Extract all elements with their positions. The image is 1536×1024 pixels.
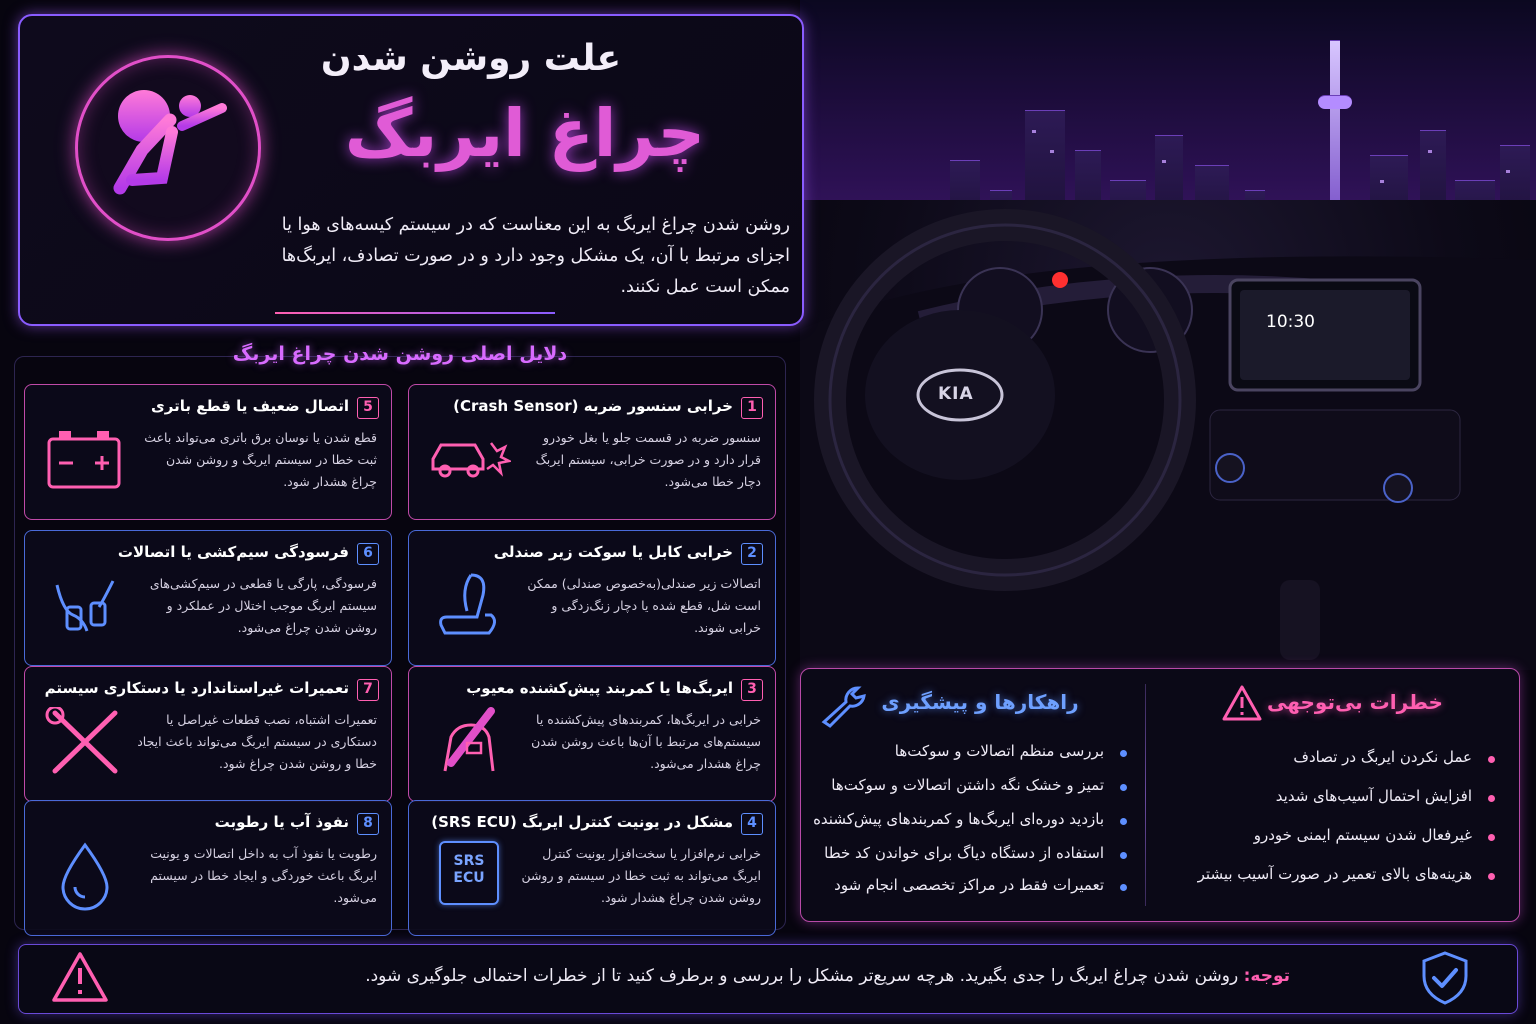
risk-item: هزینه‌های بالای تعمیر در صورت آسیب بیشتر	[1197, 865, 1472, 883]
reason-number: 8	[357, 813, 379, 835]
chip-label-ecu: ECU	[453, 870, 485, 886]
car-seat-icon	[427, 571, 511, 641]
bullet-dot	[1120, 818, 1127, 825]
airbag-warning-icon	[72, 58, 258, 244]
solution-item: استفاده از دستگاه دیاگ برای خواندن کد خطا	[824, 844, 1104, 862]
reason-body: رطوبت یا نفوذ آب به داخل اتصالات و یونیت ایربگ باعث خوردگی و ایجاد خطا در سیستم می‌شود.	[150, 846, 377, 905]
airbag-emblem	[75, 55, 261, 241]
dashboard	[800, 200, 1536, 670]
chip-icon	[427, 841, 511, 911]
reason-body: سنسور ضربه در قسمت جلو یا بغل خودرو قرار دارد و در صورت خرابی، سیستم ایربگ دچار خطا می‌شود.	[535, 430, 761, 489]
reason-body: خرابی در ایربگ‌ها، کمربندهای پیش‌کشنده یا سیستم‌های مرتبط با آن‌ها باعث روشن شدن چراغ هشدار می‌شود.	[531, 712, 761, 771]
chip-label	[439, 853, 499, 887]
reason-card-8	[24, 800, 392, 936]
bullet-dot	[1120, 750, 1127, 757]
connector-icon	[43, 571, 127, 641]
reason-title: ایربگ‌ها یا کمربند پیش‌کشنده معیوب	[466, 679, 733, 697]
shield-check-icon	[1420, 950, 1470, 1006]
reason-body: تعمیرات اشتباه، نصب قطعات غیراصل یا دستکاری در سیستم ایربگ می‌تواند باعث ایجاد خطا و روشن شدن چراغ شود.	[137, 712, 377, 771]
reason-number: 7	[357, 679, 379, 701]
tools-icon	[43, 707, 127, 777]
reason-number: 1	[741, 397, 763, 419]
water-drop-icon	[43, 841, 127, 911]
panel-divider	[1145, 684, 1146, 906]
reason-card-5	[24, 384, 392, 520]
reason-title: مشکل در یونیت کنترل ایربگ (SRS ECU)	[431, 813, 733, 831]
reasons-title: دلایل اصلی روشن شدن چراغ ایربگ	[232, 343, 568, 365]
reason-card-7	[24, 666, 392, 802]
reason-card-2	[408, 530, 776, 666]
reason-card-6	[24, 530, 392, 666]
reason-title: تعمیرات غیراستاندارد یا دستکاری سیستم	[44, 679, 349, 697]
bullet-dot	[1488, 795, 1495, 802]
reason-card-1	[408, 384, 776, 520]
reason-body: قطع شدن یا نوسان برق باتری می‌تواند باعث ثبت خطا در سیستم ایربگ و روشن شدن چراغ هشدار شود.	[144, 430, 377, 489]
reason-title: خرابی سنسور ضربه (Crash Sensor)	[453, 397, 733, 415]
title-line-2: چراغ ایربگ	[344, 95, 706, 172]
infotainment-clock: 10:30	[1266, 312, 1315, 332]
header-accent-line	[275, 312, 555, 314]
bullet-dot	[1120, 784, 1127, 791]
footer-label: توجه:	[1243, 966, 1290, 986]
warning-triangle-icon	[1222, 684, 1262, 722]
reason-number: 6	[357, 543, 379, 565]
car-crash-icon	[427, 425, 511, 495]
reason-number: 5	[357, 397, 379, 419]
bullet-dot	[1120, 852, 1127, 859]
solutions-title: راهکارها و پیشگیری	[881, 690, 1079, 714]
bullet-dot	[1488, 756, 1495, 763]
warning-triangle-icon	[50, 950, 110, 1004]
risk-item: افزایش احتمال آسیب‌های شدید	[1275, 787, 1472, 805]
solution-item: بررسی منظم اتصالات و سوکت‌ها	[894, 742, 1104, 760]
steering-logo: KIA	[938, 384, 974, 404]
intro-text: روشن شدن چراغ ایربگ به این معناست که در سیستم کیسه‌های هوا یا اجزای مرتبط با آن، یک مشکل وجود دارد و در صورت تصادف، ایربگ‌ها ممکن است عمل نکنند.	[281, 215, 790, 297]
bullet-dot	[1488, 873, 1495, 880]
footer-text: روشن شدن چراغ ایربگ را جدی بگیرید. هرچه سریع‌تر مشکل را بررسی و برطرف کنید تا از خطرات احتمالی جلوگیری شود.	[365, 966, 1239, 986]
risks-title: خطرات بی‌توجهی	[1267, 690, 1443, 714]
reason-card-3	[408, 666, 776, 802]
reason-body: فرسودگی، پارگی یا قطعی در سیم‌کشی‌های سیستم ایربگ موجب اختلال در عملکرد و روشن شدن چراغ می‌شود.	[149, 576, 377, 635]
reason-title: اتصال ضعیف یا قطع باتری	[151, 397, 349, 415]
footer-text-line	[150, 966, 1290, 986]
chip-label-srs: SRS	[453, 853, 485, 869]
seatbelt-icon	[427, 707, 511, 777]
reason-title: فرسودگی سیم‌کشی یا اتصالات	[117, 543, 349, 561]
solution-item: تمیز و خشک نگه داشتن اتصالات و سوکت‌ها	[831, 776, 1104, 794]
car-interior-photo	[800, 0, 1536, 670]
risk-item: عمل نکردن ایربگ در تصادف	[1293, 748, 1472, 766]
reason-title: نفوذ آب یا رطوبت	[214, 813, 349, 831]
title-line-1: علت روشن شدن	[320, 38, 622, 79]
bullet-dot	[1120, 884, 1127, 891]
reason-number: 2	[741, 543, 763, 565]
solution-item: بازدید دوره‌ای ایربگ‌ها و کمربندهای پیش‌کشنده	[813, 810, 1104, 828]
reason-body: خرابی نرم‌افزار یا سخت‌افزار یونیت کنترل ایربگ می‌تواند به ثبت خطا در سیستم و روشن روشن شدن چراغ هشدار شود.	[521, 846, 761, 905]
battery-icon	[43, 425, 127, 495]
bullet-dot	[1488, 834, 1495, 841]
solution-item: تعمیرات فقط در مراکز تخصصی انجام شود	[834, 876, 1104, 894]
reason-card-4	[408, 800, 776, 936]
reason-title: خرابی کابل یا سوکت زیر صندلی	[493, 543, 733, 561]
wrench-icon	[818, 684, 868, 728]
risk-item: غیرفعال شدن سیستم ایمنی خودرو	[1253, 826, 1472, 844]
reason-number: 3	[741, 679, 763, 701]
reason-body: اتصالات زیر صندلی(به‌خصوص صندلی) ممکن است شل، قطع شده یا دچار زنگ‌زدگی و خرابی شوند.	[527, 576, 761, 635]
reason-number: 4	[741, 813, 763, 835]
